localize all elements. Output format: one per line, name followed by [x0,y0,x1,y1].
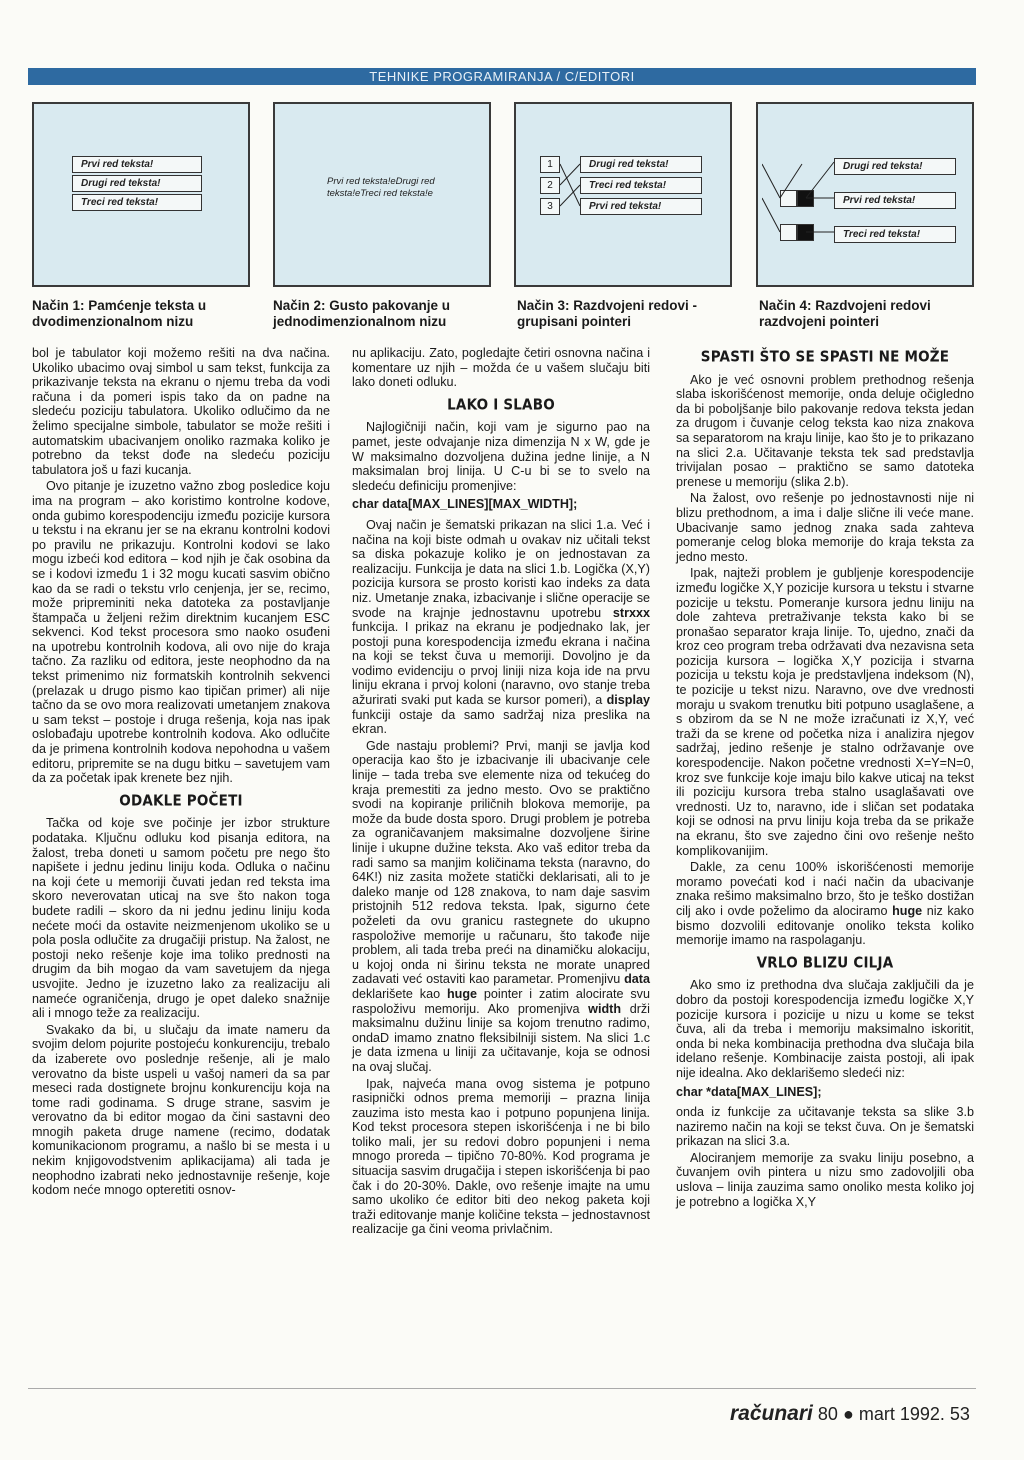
paragraph [352,518,650,737]
article-column-3 [676,346,974,1211]
article-column-1 [32,346,330,1200]
paragraph: Ako je već osnovni problem prethodnog rešenja slaba iskorišćenost memorije, onda deluje očigledno da bi poboljšanje bilo pakovanje redova teksta jedan za drugom i čuvanje celog teksta kao niza znakova sa separatorom na kraju linije, kao što je to prikazano na slici 2.a. Učitavanje teksta tek sad predstavlja trivijalan posao – praktično se samo datoteka prenese u memoriju (slika 2.b). [676,372,974,489]
text-span: niz kako bismo dozvolili editovanje onoliko teksta koliko memorije imamo na raspolaganju. [676,903,974,948]
figure-4-row: Drugi red teksta! [834,158,956,175]
text-span: drži maksimalnu dužinu linije sa kojom trenutno radimo, ondaD imamo znatno fleksibilniji sistem. Na slici 1.c je data izmena u liniji za učitavanje, koja se odnosi na ovaj slučaj. [352,1001,650,1074]
text-span: Dakle, za cenu 100% iskorišćenosti memorije moramo povećati kod i naći način da ubacivanje znaka rešimo maksimalno brzo, što je teško dostižan cilj ako i ovde poželimo da alociramo [676,860,974,918]
issue-number: 80 [817,1404,838,1424]
code-keyword: width [588,1001,622,1016]
page-number: 53 [949,1404,970,1424]
footer-divider [28,1388,976,1389]
text-span: pointer i zatim alocirate svu raspoloživu memoriju. Ako promenjiva [352,986,650,1016]
paragraph: Tačka od koje sve počinje jer izbor strukture podataka. Ključnu odluku kod pisanja editora, na žalost, treba doneti u samom početu pre nego što napišete i jednu jedinu liniju koda. Odluka o načinu na koji ćete u memoriji čuvati jedan red teksta ima skoro neverovatan uticaj na sve što nakon toga budete radili – skoro da ni jednu jedinu liniju koda nećete moći da ostavite neizmenjenom ukoliko se u pola posla odlučite za drugačiji pristup. Na žalost, ne postoji neko rešenje koje ima toliko prednosti na drugim da bih mogao da vam savetujem da njega usvojite. Jedno je izuzetno lako za realizaciju ali nameće ograničenja, drugo je opet daleko snažnije ali i mnogo teže za realizaciju. [32,816,330,1021]
paragraph: Najlogičniji način, koji vam je sigurno pao na pamet, jeste odvajanje niza dimenzija N x W, gde je W maksimalno dozvoljena dužina jedne linije, a N maksimalan broj linija. U C-u bi se to svelo na sledeću definiciju promenjive: [352,420,650,493]
figure-2-caption: Način 2: Gusto pakovanje u jednodimenzionalnom nizu [273,298,451,329]
magazine-logo: računari [730,1402,813,1425]
figure-3-row: Treci red teksta! [580,177,702,194]
paragraph: nu aplikaciju. Zato, pogledajte četiri osnovna načina i komentare uz njih – možda će u vašem slučaju biti lako doneti odluku. [352,346,650,390]
issue-date: mart 1992. [858,1404,945,1424]
figure-1 [32,102,250,287]
figure-4-pointer-lines [762,154,838,244]
code-declaration: char data[MAX_LINES][MAX_WIDTH]; [352,497,578,512]
section-header: TEHNIKE PROGRAMIRANJA / C/EDITORI [28,68,976,85]
figure-3-caption: Način 3: Razdvojeni redovi - grupisani pointeri [517,298,698,329]
figure-3-index: 2 [540,177,560,194]
code-keyword: huge [892,903,923,918]
figure-3-pointer-lines [560,156,582,216]
code-keyword: huge [446,986,478,1001]
figure-1-row: Treci red teksta! [72,194,202,211]
figure-4-row: Prvi red teksta! [834,192,956,209]
paragraph [676,860,974,948]
text-span: deklarišete kao [352,986,447,1001]
paragraph: bol je tabulator koji možemo rešiti na dva načina. Ukoliko ubacimo ovaj simbol u sam tekst, funkcija za prikazivanje teksta na ekranu o njemu treba da vodi računa i da pomeri ispis tako da on padne na sledeću poziciju tabulatora. Ukoliko odlučimo da ne želimo specijalne simbole, tabulator se može rešiti i automatskim ubacivanjem onoliko razmaka koliko je potrebno da tekst dođe na sledeću poziciju tabulatora još u fazi kucanja. [32,346,330,477]
page-footer [730,1402,990,1428]
figure-2 [273,102,491,287]
figure-4-caption: Način 4: Razdvojeni redovi razdvojeni pointeri [759,298,931,329]
paragraph: Alociranjem memorije za svaku liniju posebno, a čuvanjem ovih pintera u nizu smo zadovoljili oba uslova – linija zauzima samo onoliko mesta koliko joj je potrebno a logička X,Y [676,1150,974,1209]
figure-4-row: Treci red teksta! [834,226,956,243]
figure-3-row: Drugi red teksta! [580,156,702,173]
paragraph: Na žalost, ovo rešenje po jednostavnosti nije ni blizu prethodnom, a ima i dalje slične ili veće mane. Ubacivanje samo jednog znaka sada zahteva pomeranje celog bloka memorije do kraja teksta za jedno mesto. [676,491,974,564]
code-declaration: char *data[MAX_LINES]; [676,1084,822,1099]
text-span: funkciji ostaje da samo sadržaj niza preslika na ekran. [352,707,650,737]
figure-2-packed-text: Prvi red teksta!eDrugi red teksta!eTreci red teksta!e [327,176,435,199]
figure-3-index: 3 [540,198,560,215]
code-keyword: display [606,693,650,708]
article-column-2 [352,346,650,1239]
section-heading: LAKO I SLABO [447,395,555,414]
code-keyword: strxxx [612,605,650,620]
figure-1-caption: Način 1: Pamćenje teksta u dvodimenzionalnom nizu [32,298,207,329]
section-heading: SPASTI ŠTO SE SPASTI NE MOŽE [700,348,950,366]
paragraph: onda iz funkcije za učitavanje teksta sa slike 3.b naziremo način na koji se tekst čuva. On je šematski prikazan na slici 3.a. [676,1105,974,1149]
figure-3-row: Prvi red teksta! [580,198,702,215]
bullet-icon: ● [842,1404,854,1424]
figure-3-index: 1 [540,156,560,173]
section-heading: VRLO BLIZU CILJA [756,953,894,972]
text-span: Gde nastaju problemi? Prvi, manji se javlja kod operacija kao što je izbacivanje ili ubacivanje cele linije – tada treba sve elemente niza od tekućeg do kraja premestiti za jedno mesto. Ovo se praktično svodi na kopiranje priličnih blokova memorije, pa može da bude dosta sporo. Drugi problem je potreba za ograničavanjem maksimalne dozvoljene širine linije i ukupne dužine teksta. Ako vaš editor treba da radi samo sa manjim količinama teksta (naravno, do 64K!) niz zasita možete statički deklarisati, ali to je daleko manje od 128 znakova, to nam daje sasvim pristojnih 512 redova teksta. Ipak, sigurno ćete poželeti da ovu granicu rastegnete do ukupno raspoložive memorije u računaru, što takođe nije problem, ali tada treba preći na dinamičku alokaciju, u kojoj onda ni širinu teksta ne morate unapred zadavati već ostaviti kao parametar. Promenjivu [352,738,650,987]
code-keyword: data [624,972,650,987]
figure-3 [514,102,732,287]
paragraph: Ipak, najteži problem je gubljenje korespodencije između logičke X,Y pozicije kursora u tekstu i stvarne pozicije u tekstu. Pomeranje kursora jednu liniju na dole zahteva pretraživanje teksta kako bi se pronašao separator kraja linije. To, ujedno, znači da kroz ceo program treba održavati dva nezavisna seta pozicija kursora – logička X,Y pozicija i stvarna pozicija u tekstu koja je predstavljena indeksom (N), te pozicije u tekst nizu. Naravno, ove dve vrednosti moraju u svakom trenutku biti potpuno usaglašene, a s obzirom da se N ne može izračunati iz X,Y, već traži da se krene od početka niza i analizira njegov sadržaj, jedino rešenje je stalno održavanje ove korespodencije. Nakon početne vrednosti X=Y=N=0, kroz sve funkcije koje imaju bilo kakve uticaj na tekst ili poziciju kursora treba stalno usaglašavati ove vrednosti. Uz to, naravno, ide i sličan set podataka koji se odnosi na prvu liniju koja treba da se prikaže na ekranu, što sve zajedno čini ovo rešenje nešto komplikovanijim. [676,566,974,858]
paragraph: Ipak, najveća mana ovog sistema je potpuno rasipnički odnos prema memoriji – prazna linija zauzima isto mesta kao i potpuno popunjena linija. Kod tekst procesora stepen iskorišćenja i ne bi bilo toliko mali, jer su redovi dobro popunjeni i nema mnogo proreda – tipično 70-80%. Kod programa je situacija sasvim drugačija i stepen iskorišćenja bi pao čak i do 20-30%. Dakle, ovo rešenje imajte na umu samo ukoliko će editor biti deo nekog paketa koji traži editovanje manje količine teksta – jednostavnost realizacije ga čini veoma privlačnim. [352,1076,650,1237]
figure-1-row: Drugi red teksta! [72,175,202,192]
paragraph [352,739,650,1075]
figure-1-row: Prvi red teksta! [72,156,202,173]
section-heading: ODAKLE POČETI [119,791,243,810]
text-span: Ovaj način je šematski prikazan na slici 1.a. Već i načina na koji biste odmah u ovakav niz učitali tekst sa diska pokazuje koliko je on jednostavan za realizaciju. Funkcija je data na slici 1.b. Logička (X,Y) pozicija kursora se prosto koristi kao indeks za data niz. Umetanje znaka, izbacivanje i slične operacije se svode na krajnje jednostavnu upotrebu [352,517,650,620]
text-span: funkcija. I prikaz na ekranu je podjednako lak, jer postoji puna korespodencija između ekrana i načina na koji se tekst čuva u memoriji. Dovoljno je da vodimo evidenciju o prvoj liniji niza koja ide na prvu liniju ekrana i prvoj koloni (naravno, ovo stanje treba ažurirati svaki put kada se kursor pomeri), a [352,620,650,708]
figure-4 [756,102,974,287]
paragraph: Ako smo iz prethodna dva slučaja zaključili da je dobro da postoji korespodencija između logičke X,Y pozicije kursora i pozicije u nizu u kome se tekst čuva, ali da treba i memoriju maksimalno iskoritit, onda bi neka kombinacija prethodna dva slučaja bila idelano rešenje. Kombinacije zaista postoji, ali ipak nije idealna. Ako deklarišemo sledeći niz: [676,978,974,1080]
paragraph: Ovo pitanje je izuzetno važno zbog posledice koju ima na program – ako koristimo kontrolne kodove, onda gubimo korespodenciju između pozicije kursora u tekstu i na ekranu jer se na ekranu kontrolni kodovi po pravilu ne prikazuju. Kontrolni kodovi se lako mogu izbeći kod editora – kod njih je čak osobina da se i kodovi između 1 i 32 mogu kucati sasvim obično kao da se radi o tekstu vrlo cenjenja, jer se, recimo, može pripreminiti neka datoteka za postavljanje štampača u željeni režim direktnim kucanjem ESC sekvenci. Kod tekst procesora smo naoko osuđeni na upotrebu kontrolnih kodova, ali ovo nije do kraja tačno. Za razliku od editora, jeste neophodno da na tekst primenimo niz formatskih kontrolnih sekvenci (prelazak u drugo pismo kao tipičan primer) ali nije tačno da se ovo mora realizovati umetanjem znakova u sam tekst – postoje i druga rešenja, koja nas ipak oslobađaju upotrebe kontrolnih kodova. Ako odlučite da je primena kontrolnih kodova nepohodna u vašem editoru, pripremite se na dugu bitku – savetujem vam da za početak ipak krenete bez njih. [32,479,330,786]
paragraph: Svakako da bi, u slučaju da imate nameru da svojim delom pojurite postojeću konkurenciju, trebalo da izaberete ovo poslednje rešenje, ali je malo verovatno da biste uspeli u vašoj nameri da sa par meseci rada dostignete brojnu konkurenciju koja na tome radi godinama. S druge strane, sasvim je verovatno da bi editor mogao da čini sastavni deo mnogih paketa druge namene (recimo, dodatak komunikacionom programu, a našlo bi se mesta i u nekim knjigovodstvenim aplikacijama) ali tada je neophodno izabrati neko jednostavnije rešenje, koje kodom neće mnogo opteretiti osnov- [32,1022,330,1198]
